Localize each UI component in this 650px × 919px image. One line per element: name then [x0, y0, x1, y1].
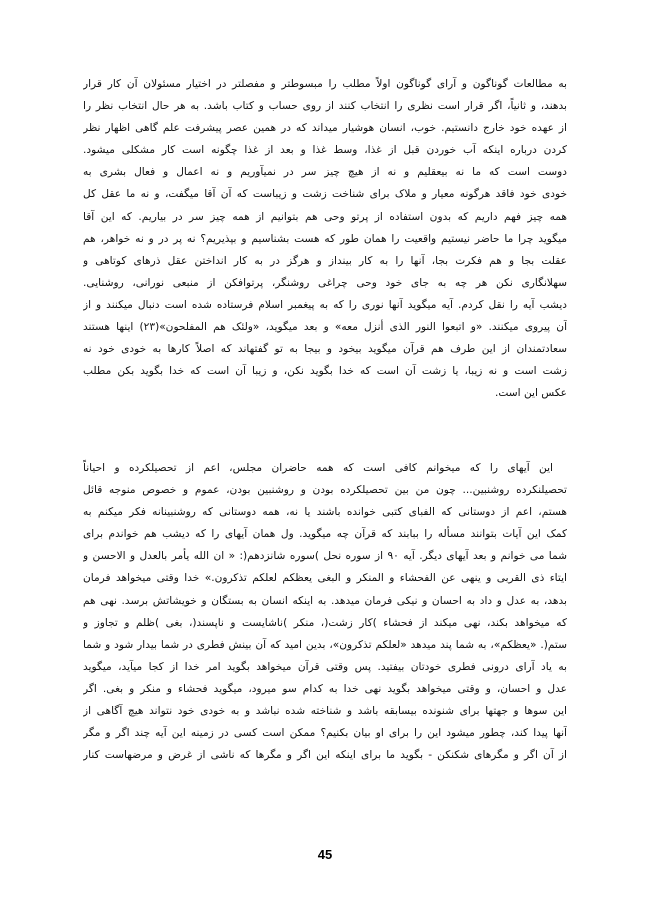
text-line: عقلت بجا و هم فکرت بجا، آنها را به کار بینداز و هرگز در به کار انداختن عقل ذرهای کوتاهی و	[83, 254, 567, 267]
text-line: آنها پیدا کند، چطور میشود این را برای او بیان بکنیم؟ ممکن است کسی در زمینه این آیه چند اگر و مگر	[83, 727, 567, 740]
text-line: به یاد آرای درونی فطری خودتان بیفتید. پس وقتی قرآن میخواهد بگوید امر خدا از کجا میآید، میگوید	[83, 660, 567, 673]
text-line: از آن اگر و مگرهای شکنکن - بگوید ما برای اینکه این اگر و مگرها که ناشی از غرض و مرضهاست کنار	[83, 749, 567, 762]
text-line: سهلانگاری نکن هر چه به جای خود وحی چراغی روشنگر، پرتوافکن از منبعی نورانی، روشنایی.	[83, 276, 567, 289]
text-line: آن پیروی میکنند. «و اتبعوا النور الذی أنزل معه» و بعد میگوید، «ولئک هم المفلحون»(۲۳) اینها هستند	[83, 321, 567, 334]
page-number: 45	[317, 847, 333, 862]
text-line: به مطالعات گوناگون و آرای گوناگون اولاً مطلب را مبسوطتر و مفصلتر در اختیار مسئولان آن کار قرار	[83, 78, 567, 90]
text-line: از عهده خود خارج دانستیم. خوب، انسان هوشیار میداند که در همین عصر پیشرفت علم گاهی اظهار نظر	[83, 122, 567, 135]
text-line: خودی خود فاقد هرگونه معیار و ملاک برای شناخت زشت و زیباست که آن آقا میگفت، و نه ما عقل کل	[83, 188, 567, 201]
text-line: که میخواهد بکند، نهی میکند از فحشاء )کار زشت(، منکر )ناشایست و ناپسند(، بغی )ظلم و تجاوز و	[83, 616, 567, 629]
text-line: بدهد، به عدل و داد به احسان و نیکی فرمان میدهد. به اینکه انسان به بستگان و خویشاتش برسد. نهی هم	[83, 594, 567, 607]
text-line: این سوها و جهتها برای شنونده بیسابقه باشد و شناخته شده نباشد و به خودی خود نتواند هیچ آگاهی از	[83, 705, 567, 718]
text-line: کردن درباره اینکه آب خوردن قبل از غذا، وسط غذا و بعد از غذا چگونه است کار مشکلی میشود.	[83, 144, 567, 157]
text-line: کمک این آیات بتوانند مسأله را ببابند که قرآن چه میگوید. ول همان آیهای را که دیشب هم خواندم برای	[83, 528, 567, 541]
text-line: دوست است که ما نه بیعقلیم و نه از هیچ چیز سر در نمیآوریم و نه اعمال و فعال بشری به	[83, 166, 567, 179]
text-line: همه چیز فهم داریم که بدون استفاده از پرتو وحی هم بتوانیم از همه چیز سر در بیاریم. که این آقا	[83, 210, 567, 223]
text-line: سعادتمندان از این طرف هم قرآن میگوید بیخود و بیجا به تو گفتهاند که اصلاً کارها به خودی خود نه	[83, 343, 567, 356]
text-line: شما می خوانم و بعد آیهای دیگر. آیه ۹۰ از سوره نحل )سوره شانزدهم(: « ان الله یأمر بالعدل و الاحسن و	[83, 550, 567, 563]
text-line: زشت است و نه زیبا، یا زشت آن است که خدا بگوید نکن، و زیبا آن است که خدا بگوید بکن مطلب	[83, 365, 567, 378]
text-line: دیشب آیه را نقل کردم. آیه میگوید آنها نوری را که به پیغمبر اسلام فرستاده شده است دنبال میکنند و از	[83, 298, 567, 311]
text-line: ایتاء ذی القربی و ینهی عن الفحشاء و المنکر و البغی یعظکم لعلکم تذکرون.» خدا وقتی میخواهد فرمان	[83, 572, 567, 585]
text-line: میگوید چرا ما حاضر نیستیم واقعیت را همان طور که هست بشناسیم و بپذیریم؟ نه پر در و نه خواهر، هم	[83, 232, 567, 245]
text-line: بدهند، و ثانیاً، اگر قرار است نظری را انتخاب کنند از روی حساب و کتاب باشد. به هر حال انتخاب نظر را	[83, 100, 567, 113]
paragraph-1	[83, 73, 567, 404]
text-line: عکس این است.	[495, 387, 567, 400]
text-line: عدل و احسان، و وقتی میخواهد بگوید نهی خدا به کدام سو میرود، میگوید فحشاء و منکر و بغی. اگر	[83, 682, 567, 695]
text-line: هستم، اعم از دوستانی که الفبای کتبی خوانده باشند یا نه، همه دوستانی که روشنبینانه فکر میکنم به	[83, 506, 567, 519]
text-line: تحصیلنکرده روشنبین... چون من بین تحصیلکرده بودن و روشنبین بودن، عموم و خصوص منوجه قائل	[83, 484, 567, 497]
paragraph-2	[83, 457, 567, 766]
text-line: ستم(. «یعظکم»، به شما پند میدهد «لعلکم تذکرون»، بدین امید که آن بینش فطری در شما بیدار شود و شما	[83, 638, 567, 651]
text-line: این آیهای را که میخوانم کافی است که همه حاضران مجلس، اعم از تحصیلکرده و احیاناً	[83, 462, 553, 474]
